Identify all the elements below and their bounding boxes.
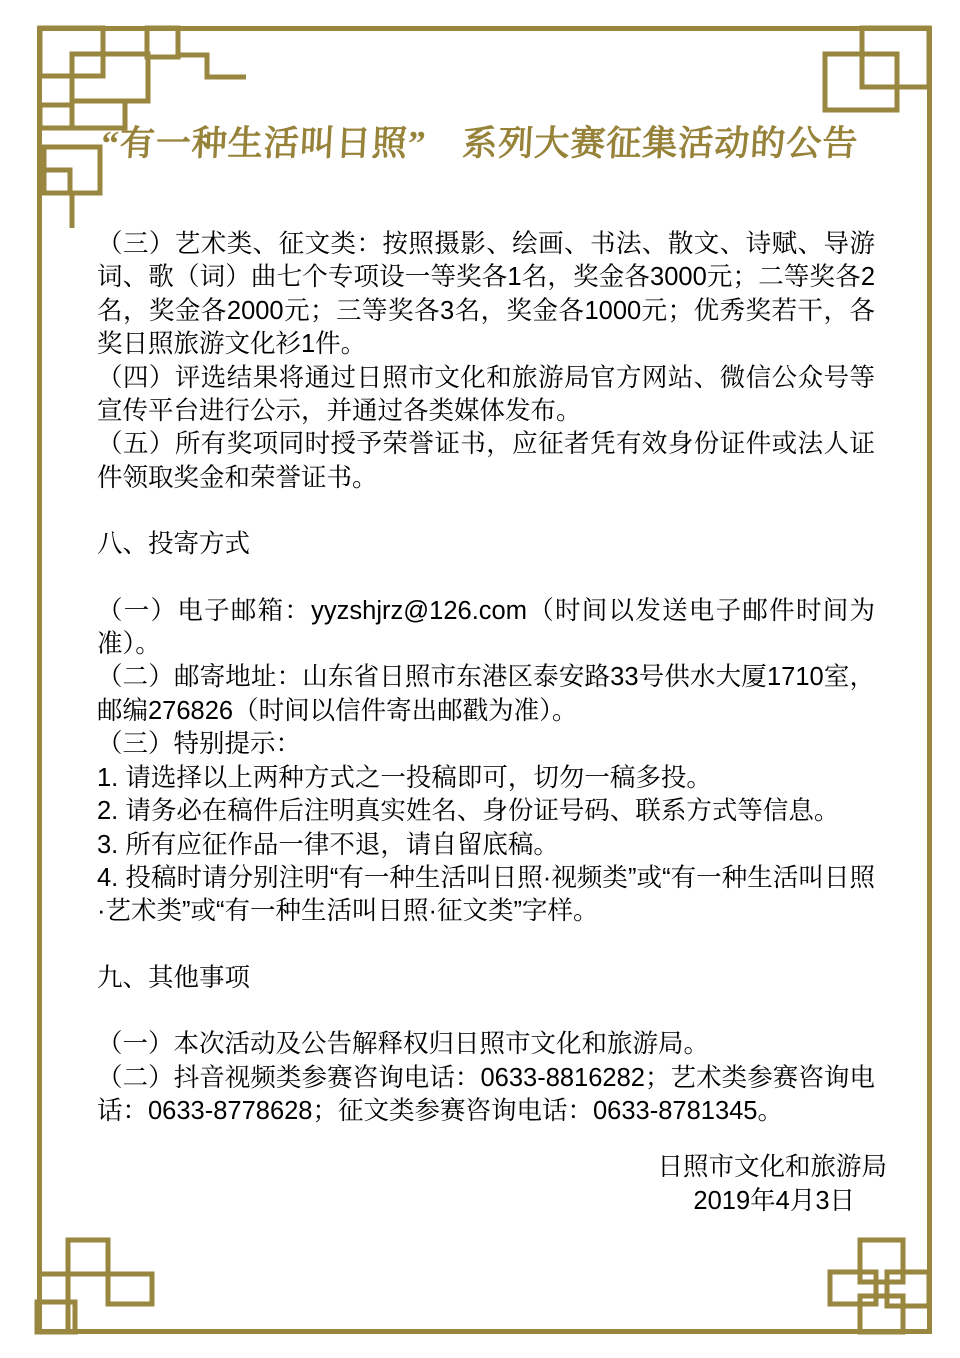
submission-special-note-heading: （三）特别提示： [97, 730, 302, 759]
corner-ornament-bottom-left [37, 1240, 152, 1332]
submission-note-2: 2. 请务必在稿件后注明真实姓名、身份证号码、联系方式等信息。 [97, 797, 840, 826]
announcement-body [97, 228, 887, 1218]
page-title: “有一种生活叫日照” 系列大赛征集活动的公告 [100, 124, 860, 163]
signature-block [97, 1151, 887, 1218]
submission-note-1: 1. 请选择以上两种方式之一投稿即可，切勿一稿多投。 [97, 763, 712, 792]
signature-organization: 日照市文化和旅游局 [657, 1153, 887, 1182]
other-item-phone-numbers: （二）抖音视频类参赛咨询电话：0633-8816282；艺术类参赛咨询电话：0633-8778628；征文类参赛咨询电话：0633-8781345。 [97, 1063, 875, 1125]
submission-note-4: 4. 投稿时请分别注明“有一种生活叫日照·视频类”或“有一种生活叫日照·艺术类”或“有一种生活叫日照·征文类”字样。 [97, 863, 875, 926]
award-item-certificates: （五）所有奖项同时授予荣誉证书，应征者凭有效身份证件或法人证件领取奖金和荣誉证书。 [97, 430, 875, 492]
other-item-interpretation-rights: （一）本次活动及公告解释权归日照市文化和旅游局。 [97, 1030, 710, 1059]
section-8-heading: 八、投寄方式 [97, 530, 251, 559]
submission-email: （一）电子邮箱：yyzshjrz@126.com（时间以发送电子邮件时间为准）。 [97, 596, 875, 659]
submission-postal-address: （二）邮寄地址：山东省日照市东港区泰安路33号供水大厦1710室，邮编276826（时间以信件寄出邮戳为准）。 [97, 663, 875, 725]
section-9-heading: 九、其他事项 [97, 963, 251, 992]
award-item-publicity: （四）评选结果将通过日照市文化和旅游局官方网站、微信公众号等宣传平台进行公示，并通过各类媒体发布。 [97, 363, 875, 426]
corner-ornament-bottom-right [830, 1240, 929, 1332]
award-item-art-essay: （三）艺术类、征文类：按照摄影、绘画、书法、散文、诗赋、导游词、歌（词）曲七个专项设一等奖各1名，奖金各3000元；二等奖各2名，奖金各2000元；三等奖各3名，奖金各1000元；优秀奖若干，各奖日照旅游文化衫1件。 [97, 230, 875, 359]
signature-date: 2019年4月3日 [693, 1186, 855, 1215]
corner-ornament-top-right [825, 28, 929, 110]
submission-note-3: 3. 所有应征作品一律不退，请自留底稿。 [97, 830, 559, 859]
